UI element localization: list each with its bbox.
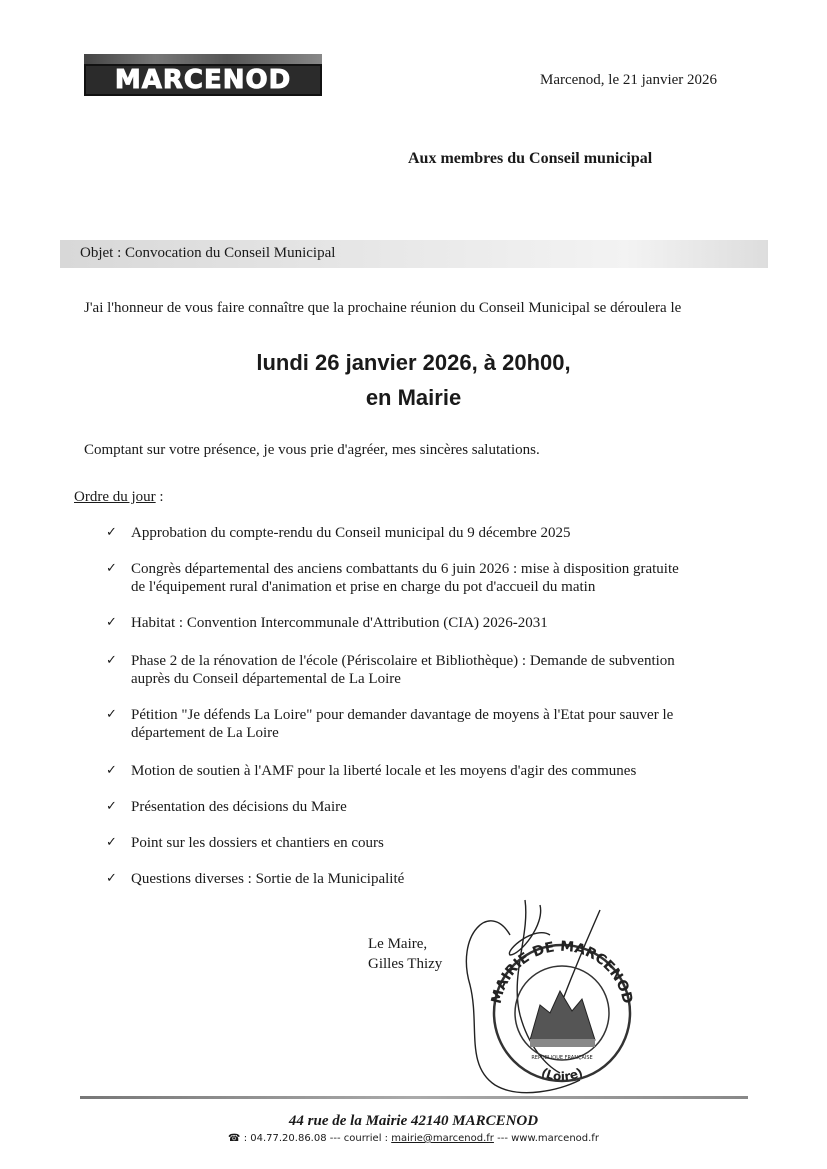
agenda-item-line: Pétition "Je défends La Loire" pour demander davantage de moyens à l'Etat pour sauver le (131, 707, 674, 723)
agenda-item-line: Habitat : Convention Intercommunale d'Attribution (CIA) 2026-2031 (131, 615, 548, 631)
footer-contact (0, 1133, 827, 1144)
agenda-item (106, 614, 781, 632)
agenda-item-line: Questions diverses : Sortie de la Municipalité (131, 871, 405, 887)
stamp-text-bottom: (Loire) (539, 1065, 585, 1084)
signoff (368, 934, 442, 974)
date-line: Marcenod, le 21 janvier 2026 (540, 72, 718, 88)
recipient: Aux membres du Conseil municipal (408, 150, 653, 167)
meeting-date: lundi 26 janvier 2026, à 20h00, (256, 350, 571, 375)
checkmark-icon: ✓ (106, 763, 117, 778)
subject: Objet : Convocation du Conseil Municipal (80, 245, 336, 261)
agenda-item (106, 652, 781, 688)
signoff-name: Gilles Thizy (368, 956, 443, 972)
closing-text: Comptant sur votre présence, je vous prie d'agréer, mes sincères salutations. (84, 442, 540, 458)
stamp-motto: REPUBLIQUE FRANÇAISE (531, 1055, 593, 1061)
agenda-item (106, 706, 781, 742)
logo-decoration (84, 54, 322, 64)
agenda-item-line: de l'équipement rural d'animation et prise en charge du pot d'accueil du matin (131, 579, 596, 595)
checkmark-icon: ✓ (106, 615, 117, 630)
footer-website[interactable]: --- www.marcenod.fr (493, 1133, 599, 1144)
checkmark-icon: ✓ (106, 799, 117, 814)
town-stamp (489, 939, 636, 1084)
agenda-item (106, 834, 781, 852)
agenda-item (106, 762, 781, 780)
agenda-item-line: Motion de soutien à l'AMF pour la liberté locale et les moyens d'agir des communes (131, 763, 637, 779)
phone-icon: ☎ (228, 1133, 241, 1144)
checkmark-icon: ✓ (106, 653, 117, 668)
agenda-item-line: Présentation des décisions du Maire (131, 799, 347, 815)
signoff-title: Le Maire, (368, 936, 428, 952)
agenda-title (74, 489, 164, 506)
agenda-title-label: Ordre du jour (74, 489, 156, 505)
intro-text: J'ai l'honneur de vous faire connaître que la prochaine réunion du Conseil Municipal se déroulera le (84, 300, 682, 316)
footer-email[interactable]: mairie@marcenod.fr (391, 1133, 494, 1144)
agenda-item-line: auprès du Conseil départemental de La Loire (131, 671, 401, 687)
agenda-item (106, 560, 781, 596)
checkmark-icon: ✓ (106, 707, 117, 722)
checkmark-icon: ✓ (106, 871, 117, 886)
footer-phone: : 04.77.20.86.08 --- courriel : (240, 1133, 392, 1144)
agenda-item (106, 798, 781, 816)
agenda-item-line: Approbation du compte-rendu du Conseil municipal du 9 décembre 2025 (131, 525, 571, 541)
agenda-item (106, 524, 781, 542)
signature-stamp (450, 895, 650, 1100)
stamp-emblem (530, 991, 595, 1047)
logo-box (84, 64, 322, 96)
footer-divider (80, 1096, 748, 1099)
agenda-item-line: département de La Loire (131, 725, 279, 741)
agenda-title-suffix: : (155, 489, 164, 505)
checkmark-icon: ✓ (106, 835, 117, 850)
agenda-item-line: Phase 2 de la rénovation de l'école (Périscolaire et Bibliothèque) : Demande de subvention (131, 653, 675, 669)
meeting-place: en Mairie (365, 385, 462, 410)
checkmark-icon: ✓ (106, 525, 117, 540)
signature-scribble (466, 900, 600, 1093)
agenda-item (106, 870, 781, 888)
footer-address: 44 rue de la Mairie 42140 MARCENOD (288, 1113, 539, 1129)
checkmark-icon: ✓ (106, 561, 117, 576)
stamp-text-top: MAIRIE DE MARCENOD (488, 938, 636, 1006)
logo-text: MARCENOD (114, 65, 292, 95)
agenda-item-line: Congrès départemental des anciens combattants du 6 juin 2026 : mise à disposition gratuite (131, 561, 679, 577)
logo (84, 54, 322, 96)
agenda-item-line: Point sur les dossiers et chantiers en cours (131, 835, 384, 851)
